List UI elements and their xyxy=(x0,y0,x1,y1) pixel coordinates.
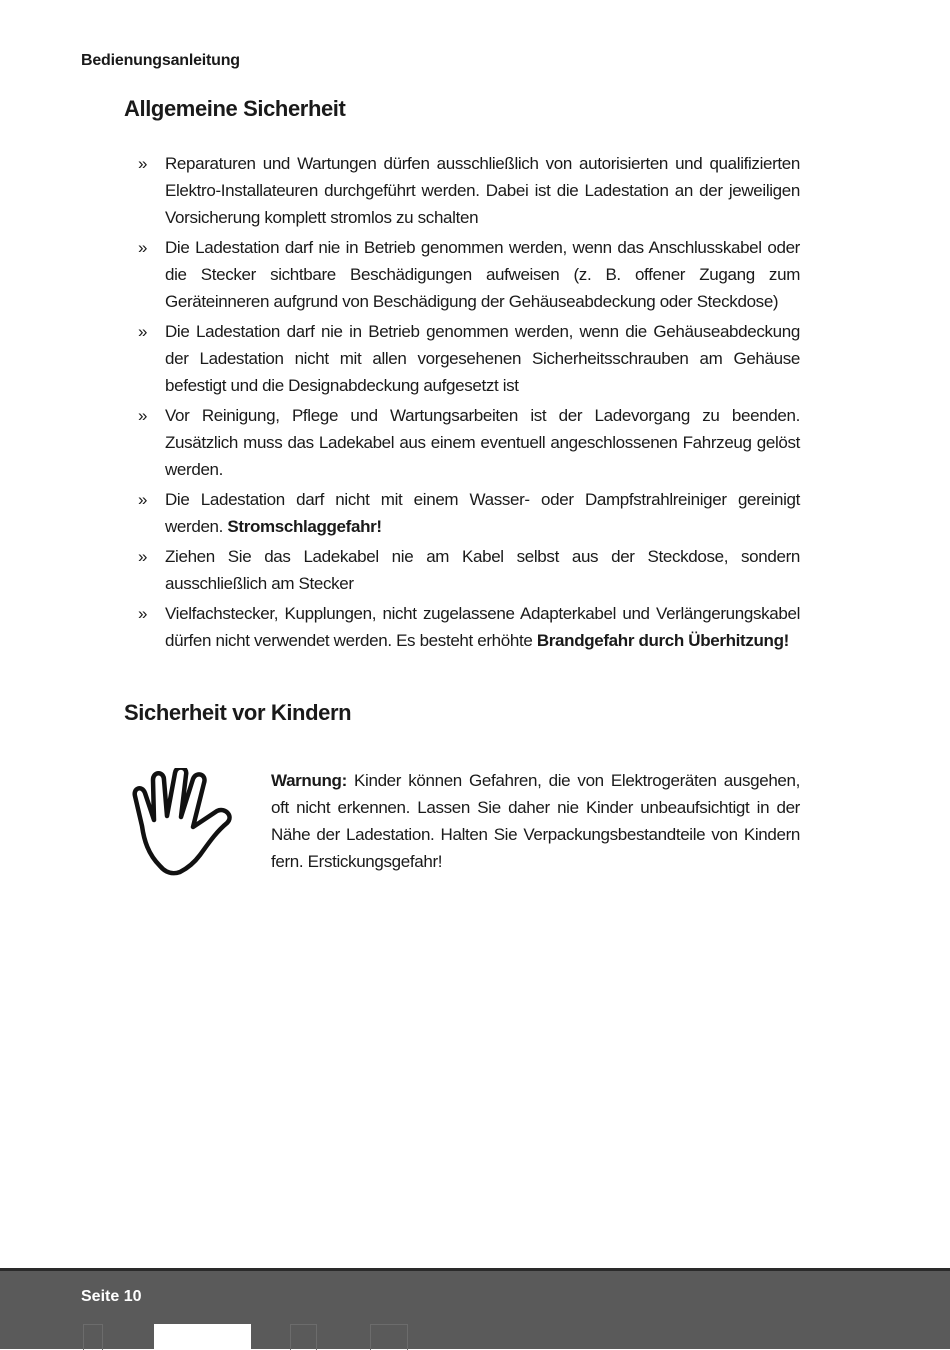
chapter-tab xyxy=(290,1324,317,1350)
list-item xyxy=(124,402,800,483)
list-item-emphasis: Stromschlaggefahr! xyxy=(227,517,382,536)
page-number: Seite 10 xyxy=(81,1288,142,1305)
list-item xyxy=(124,318,800,399)
bullet-marker: » xyxy=(138,238,148,257)
chapter-tab-active xyxy=(154,1324,251,1350)
list-item xyxy=(124,543,800,597)
list-item xyxy=(124,234,800,315)
list-item-text: Die Ladestation darf nie in Betrieb genommen werden, wenn das Anschlusskabel oder die Stecker sichtbare Beschädigungen aufweisen (z. B. offener Zugang zum Geräteinneren aufgrund von Beschädigung der Gehäuseabdeckung oder Steckdose) xyxy=(165,238,800,311)
bullet-marker: » xyxy=(138,547,148,566)
footer-divider xyxy=(0,1268,950,1271)
list-item-text: Ziehen Sie das Ladekabel nie am Kabel selbst aus der Steckdose, sondern ausschließlich am Stecker xyxy=(165,547,800,593)
list-item xyxy=(124,486,800,540)
list-item-text: Vielfachstecker, Kupplungen, nicht zugelassene Adapterkabel und Verlängerungskabel dürfen nicht verwendet werden. Es besteht erhöhte xyxy=(165,604,800,650)
chapter-tab xyxy=(83,1324,103,1350)
child-safety-warning xyxy=(271,767,800,875)
bullet-marker: » xyxy=(138,604,148,623)
list-item-text: Die Ladestation darf nicht mit einem Wasser- oder Dampfstrahlreiniger gereinigt werden. xyxy=(165,490,800,536)
warning-text: Kinder können Gefahren, die von Elektrogeräten ausgehen, oft nicht erkennen. Lassen Sie daher nie Kinder unbeaufsichtigt in der Nähe der Ladestation. Halten Sie Verpackungsbestandteile von Kindern fern. Erstickungsgefahr! xyxy=(271,771,801,871)
list-item xyxy=(124,150,800,231)
bullet-marker: » xyxy=(138,154,148,173)
warning-label: Warnung: xyxy=(271,771,347,790)
chapter-tab xyxy=(370,1324,408,1350)
page-footer xyxy=(0,1268,950,1349)
list-item xyxy=(124,600,800,654)
section-title-general-safety: Allgemeine Sicherheit xyxy=(124,96,346,121)
section-title-child-safety: Sicherheit vor Kindern xyxy=(124,700,352,725)
list-item-text: Vor Reinigung, Pflege und Wartungsarbeiten ist der Ladevorgang zu beenden. Zusätzlich muss das Ladekabel aus einem eventuell angeschlossenen Fahrzeug gelöst werden. xyxy=(165,406,800,479)
running-header: Bedienungsanleitung xyxy=(81,52,240,69)
bullet-marker: » xyxy=(138,406,148,425)
list-item-text: Reparaturen und Wartungen dürfen ausschließlich von autorisierten und qualifizierten Elektro-Installateuren durchgeführt werden. Dabei ist die Ladestation an der jeweiligen Vorsicherung komplett stromlos zu schalten xyxy=(165,154,800,227)
bullet-marker: » xyxy=(138,490,148,509)
safety-bullet-list xyxy=(124,150,800,657)
bullet-marker: » xyxy=(138,322,148,341)
list-item-emphasis: Brandgefahr durch Überhitzung! xyxy=(536,631,789,650)
hand-stop-icon xyxy=(130,768,240,880)
list-item-text: Die Ladestation darf nie in Betrieb genommen werden, wenn die Gehäuseabdeckung der Ladestation nicht mit allen vorgesehenen Sicherheitsschrauben am Gehäuse befestigt und die Designabdeckung aufgesetzt ist xyxy=(165,322,800,395)
